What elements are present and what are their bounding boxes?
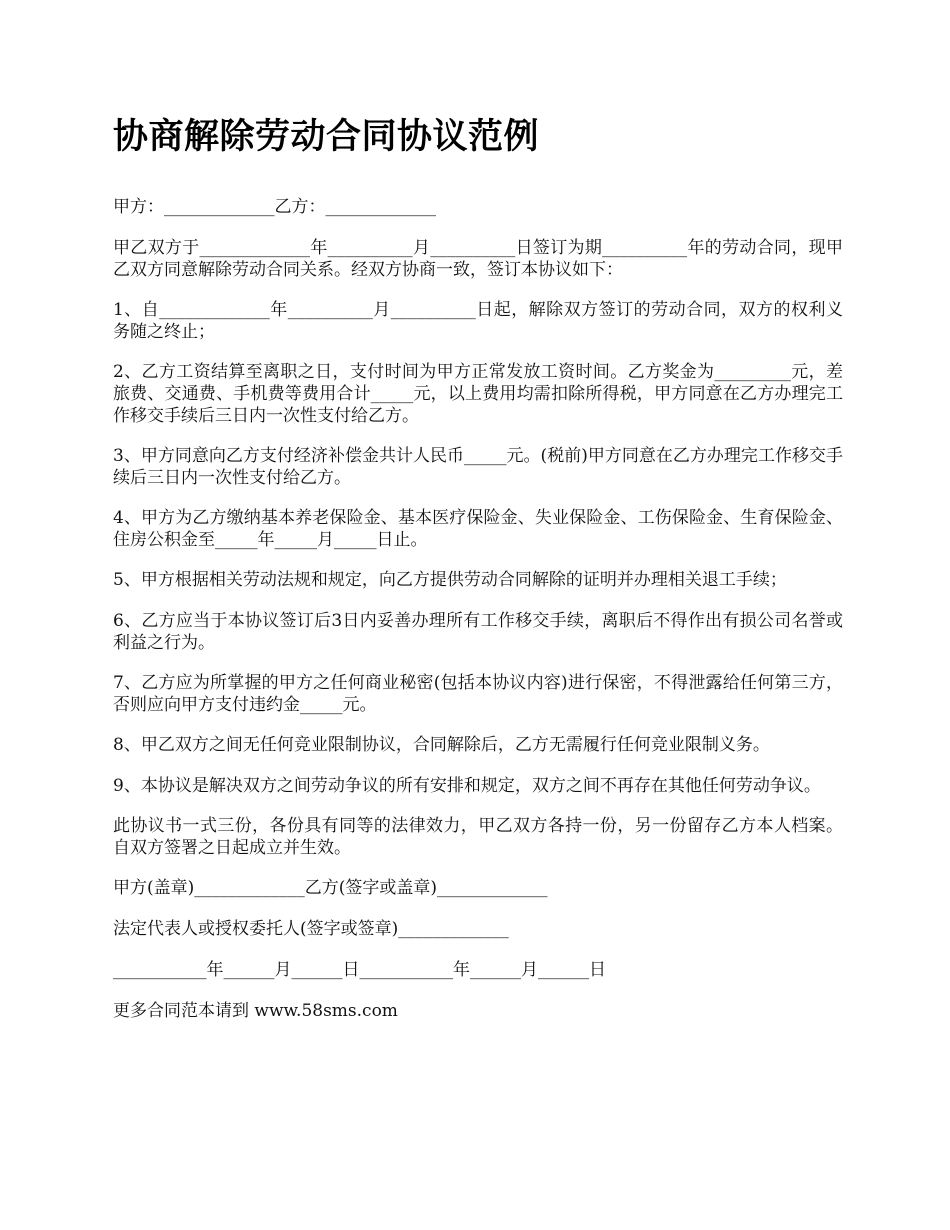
footer-note: 更多合同范本请到 www.58sms.com <box>113 1001 398 1021</box>
closing-paragraph: 此协议书一式三份，各份具有同等的法律效力，甲乙双方各持一份，另一份留存乙方本人档案。自双方签署之日起成立并生效。 <box>113 816 843 858</box>
date-line: ___________年______月______日___________年______月______日 <box>113 960 606 980</box>
clause-7: 7、乙方应为所掌握的甲方之任何商业秘密(包括本协议内容)进行保密，不得泄露给任何第三方，否则应向甲方支付违约金_____元。 <box>113 673 843 715</box>
representative-line: 法定代表人或授权委托人(签字或签章)_____________ <box>113 919 509 939</box>
clause-1: 1、自_____________年__________月__________日起，解除双方签订的劳动合同，双方的权利义务随之终止； <box>113 300 843 342</box>
parties-line: 甲方：_____________乙方：_____________ <box>113 197 436 217</box>
clause-6: 6、乙方应当于本协议签订后3日内妥善办理所有工作移交手续，离职后不得作出有损公司名誉或利益之行为。 <box>113 611 843 653</box>
clause-4: 4、甲方为乙方缴纳基本养老保险金、基本医疗保险金、失业保险金、工伤保险金、生育保险金、住房公积金至_____年_____月_____日止。 <box>113 508 843 550</box>
signature-line: 甲方(盖章)_____________乙方(签字或盖章)_____________ <box>113 878 548 898</box>
document-page <box>113 112 843 1041</box>
intro-paragraph: 甲乙双方于_____________年__________月__________日签订为期__________年的劳动合同，现甲乙双方同意解除劳动合同关系。经双方协商一致，签订本协议如下： <box>113 238 843 280</box>
clause-8: 8、甲乙双方之间无任何竞业限制协议，合同解除后，乙方无需履行任何竞业限制义务。 <box>113 735 770 755</box>
document-title: 协商解除劳动合同协议范例 <box>113 117 540 157</box>
clause-3: 3、甲方同意向乙方支付经济补偿金共计人民币_____元。(税前)甲方同意在乙方办理完工作移交手续后三日内一次性支付给乙方。 <box>113 446 843 488</box>
clause-9: 9、本协议是解决双方之间劳动争议的所有安排和规定，双方之间不再存在其他任何劳动争议。 <box>113 776 821 796</box>
clause-2: 2、乙方工资结算至离职之日，支付时间为甲方正常发放工资时间。乙方奖金为_________元，差旅费、交通费、手机费等费用合计_____元，以上费用均需扣除所得税，甲方同意在乙方办理完工作移交手续后三日内一次性支付给乙方。 <box>113 362 843 426</box>
clause-5: 5、甲方根据相关劳动法规和规定，向乙方提供劳动合同解除的证明并办理相关退工手续； <box>113 570 787 590</box>
